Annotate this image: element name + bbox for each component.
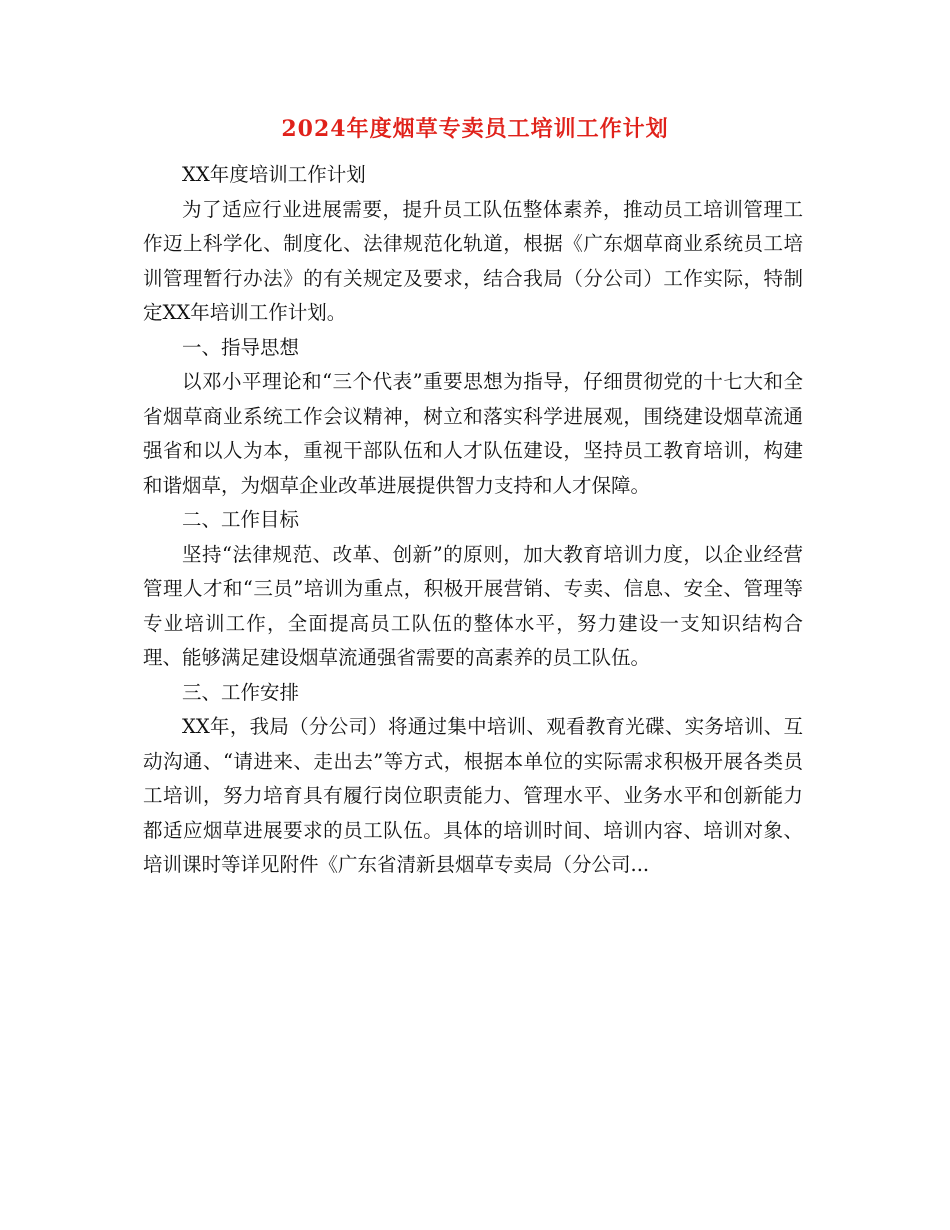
paragraph-work-goals: 坚持“法律规范、改革、创新”的原则，加大教育培训力度，以企业经营管理人才和“三员”培训为重点，积极开展营销、专卖、信息、安全、管理等专业培训工作，全面提高员工队伍的整体水平，努力建设一支知识结构合理、能够满足建设烟草流通强省需要的高素养的员工队伍。 bbox=[143, 542, 803, 669]
paragraph-work-arrangement: XX年，我局（分公司）将通过集中培训、观看教育光碟、实务培训、互动沟通、“请进来、走出去”等方式，根据本单位的实际需求积极开展各类员工培训，努力培育具有履行岗位职责能力、管理水平、业务水平和创新能力都适应烟草进展要求的员工队伍。具体的培训时间、培训内容、培训对象、培训课时等详见附件《广东省清新县烟草专卖局（分公司... bbox=[143, 715, 803, 876]
section-heading-work-arrangement: 三、工作安排 bbox=[182, 680, 300, 704]
section-heading-guiding-thought: 一、指导思想 bbox=[182, 335, 300, 359]
paragraph-guiding-thought: 以邓小平理论和“三个代表”重要思想为指导，仔细贯彻党的十七大和全省烟草商业系统工作会议精神，树立和落实科学进展观，围绕建设烟草流通强省和以人为本，重视干部队伍和人才队伍建设，坚持员工教育培训，构建和谐烟草，为烟草企业改革进展提供智力支持和人才保障。 bbox=[143, 370, 803, 497]
document-title: 2024年度烟草专卖员工培训工作计划 bbox=[281, 116, 669, 142]
section-heading-work-goals: 二、工作目标 bbox=[182, 508, 300, 531]
paragraph-intro: 为了适应行业进展需要，提升员工队伍整体素养，推动员工培训管理工作迈上科学化、制度化、法律规范化轨道，根据《广东烟草商业系统员工培训管理暂行办法》的有关规定及要求，结合我局（分公司）工作实际，特制定XX年培训工作计划。 bbox=[143, 197, 803, 324]
document-body bbox=[143, 158, 803, 883]
paragraph-plan-heading: XX年度培训工作计划 bbox=[182, 163, 366, 186]
